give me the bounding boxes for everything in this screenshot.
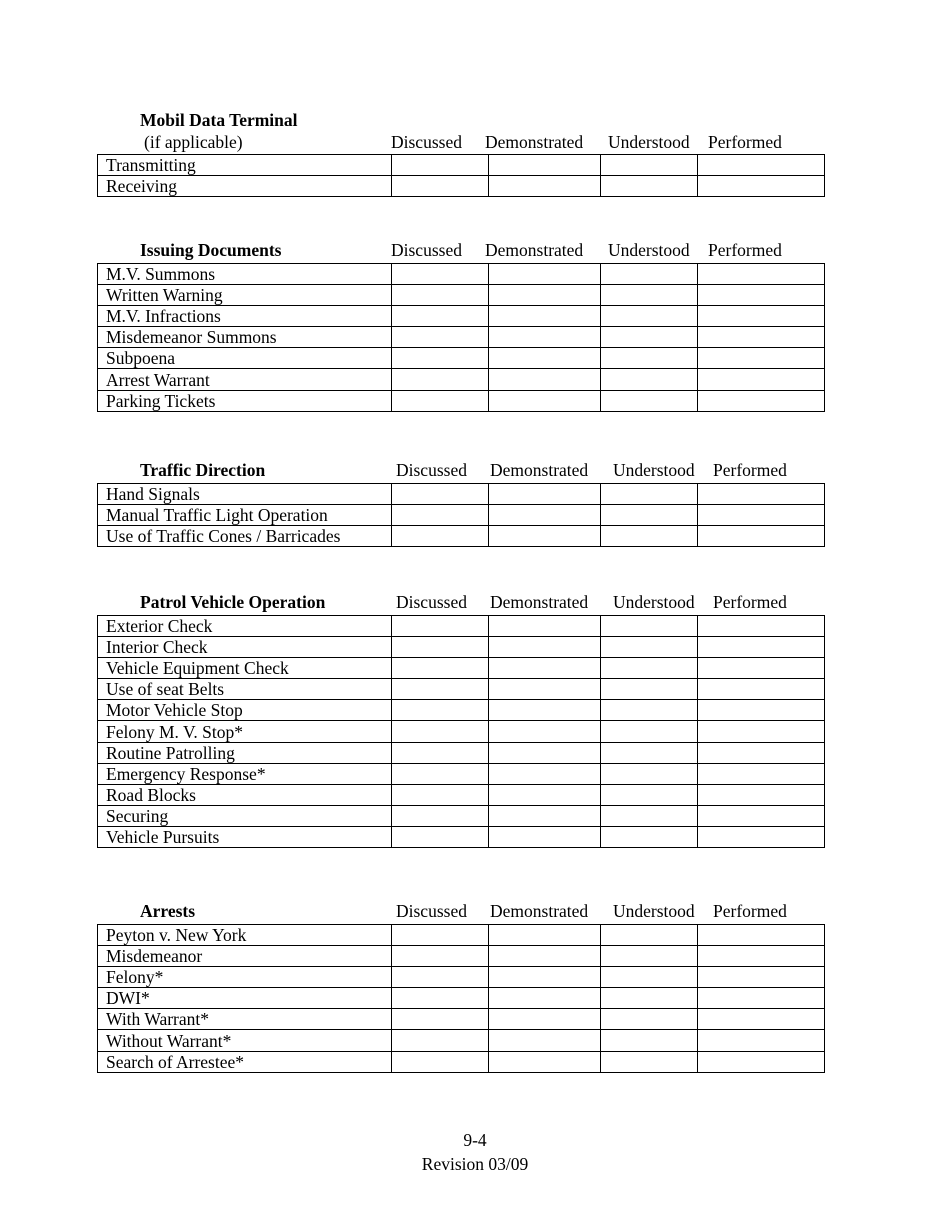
checkbox-cell-understood[interactable] — [601, 826, 698, 847]
checkbox-cell-demonstrated[interactable] — [489, 526, 601, 547]
checkbox-cell-discussed[interactable] — [392, 505, 489, 526]
table-row — [98, 616, 825, 637]
column-header-understood: Understood — [613, 592, 695, 612]
table-row — [98, 700, 825, 721]
row-label: Exterior Check — [98, 616, 392, 637]
checkbox-cell-demonstrated[interactable] — [489, 484, 601, 505]
checkbox-cell-understood[interactable] — [601, 925, 698, 946]
checkbox-cell-discussed[interactable] — [392, 1030, 489, 1051]
row-label: Transmitting — [98, 155, 392, 176]
checkbox-cell-understood[interactable] — [601, 505, 698, 526]
section-mobil-data-terminal — [97, 112, 824, 197]
checkbox-cell-performed[interactable] — [698, 526, 825, 547]
checkbox-cell-performed[interactable] — [698, 925, 825, 946]
checkbox-cell-performed[interactable] — [698, 1030, 825, 1051]
row-label: Use of seat Belts — [98, 679, 392, 700]
section-header — [97, 112, 824, 154]
row-label: Receiving — [98, 176, 392, 197]
checkbox-cell-demonstrated[interactable] — [489, 805, 601, 826]
checkbox-cell-performed[interactable] — [698, 484, 825, 505]
checkbox-cell-performed[interactable] — [698, 679, 825, 700]
section-issuing-documents — [97, 242, 824, 412]
row-label: Securing — [98, 805, 392, 826]
column-header-demonstrated: Demonstrated — [490, 592, 589, 612]
checkbox-cell-performed[interactable] — [698, 988, 825, 1009]
checkbox-cell-understood[interactable] — [601, 700, 698, 721]
column-header-demonstrated: Demonstrated — [485, 240, 584, 260]
row-label: Misdemeanor Summons — [98, 327, 392, 348]
table-row — [98, 721, 825, 742]
checkbox-cell-performed[interactable] — [698, 637, 825, 658]
checklist-table — [97, 263, 825, 412]
table-row — [98, 327, 825, 348]
checkbox-cell-discussed[interactable] — [392, 484, 489, 505]
checkbox-cell-performed[interactable] — [698, 946, 825, 967]
checkbox-cell-performed[interactable] — [698, 306, 825, 327]
checkbox-cell-understood[interactable] — [601, 784, 698, 805]
row-label: Manual Traffic Light Operation — [98, 505, 392, 526]
checkbox-cell-performed[interactable] — [698, 1051, 825, 1072]
checkbox-cell-performed[interactable] — [698, 505, 825, 526]
section-header — [97, 462, 824, 483]
row-label: M.V. Infractions — [98, 306, 392, 327]
checkbox-cell-understood[interactable] — [601, 264, 698, 285]
checkbox-cell-understood[interactable] — [601, 155, 698, 176]
section-title: Arrests — [140, 901, 196, 921]
checkbox-cell-performed[interactable] — [698, 967, 825, 988]
checkbox-cell-performed[interactable] — [698, 285, 825, 306]
page-number: 9-4 — [463, 1130, 487, 1150]
checkbox-cell-demonstrated[interactable] — [489, 327, 601, 348]
checkbox-cell-understood[interactable] — [601, 721, 698, 742]
table-row — [98, 176, 825, 197]
checkbox-cell-demonstrated[interactable] — [489, 658, 601, 679]
section-title: Issuing Documents — [140, 240, 282, 260]
checkbox-cell-performed[interactable] — [698, 264, 825, 285]
checkbox-cell-demonstrated[interactable] — [489, 390, 601, 411]
checkbox-cell-discussed[interactable] — [392, 658, 489, 679]
checkbox-cell-performed[interactable] — [698, 700, 825, 721]
checkbox-cell-discussed[interactable] — [392, 826, 489, 847]
checkbox-cell-understood[interactable] — [601, 988, 698, 1009]
table-row — [98, 390, 825, 411]
checkbox-cell-discussed[interactable] — [392, 742, 489, 763]
checkbox-cell-understood[interactable] — [601, 946, 698, 967]
checkbox-cell-understood[interactable] — [601, 658, 698, 679]
checkbox-cell-discussed[interactable] — [392, 616, 489, 637]
column-header-discussed: Discussed — [391, 240, 462, 260]
checkbox-cell-discussed[interactable] — [392, 369, 489, 390]
column-header-performed: Performed — [713, 460, 787, 480]
row-label: Routine Patrolling — [98, 742, 392, 763]
checkbox-cell-understood[interactable] — [601, 369, 698, 390]
checkbox-cell-performed[interactable] — [698, 176, 825, 197]
column-header-performed: Performed — [713, 901, 787, 921]
row-label: Without Warrant* — [98, 1030, 392, 1051]
table-row — [98, 348, 825, 369]
checkbox-cell-understood[interactable] — [601, 390, 698, 411]
column-header-demonstrated: Demonstrated — [490, 460, 589, 480]
row-label: Motor Vehicle Stop — [98, 700, 392, 721]
checkbox-cell-discussed[interactable] — [392, 925, 489, 946]
checkbox-cell-discussed[interactable] — [392, 1051, 489, 1072]
checkbox-cell-performed[interactable] — [698, 742, 825, 763]
checkbox-cell-demonstrated[interactable] — [489, 306, 601, 327]
checkbox-cell-demonstrated[interactable] — [489, 285, 601, 306]
checkbox-cell-demonstrated[interactable] — [489, 505, 601, 526]
table-row — [98, 505, 825, 526]
checkbox-cell-discussed[interactable] — [392, 390, 489, 411]
table-row — [98, 526, 825, 547]
row-label: Emergency Response* — [98, 763, 392, 784]
checkbox-cell-performed[interactable] — [698, 658, 825, 679]
checkbox-cell-understood[interactable] — [601, 327, 698, 348]
checkbox-cell-demonstrated[interactable] — [489, 721, 601, 742]
table-row — [98, 967, 825, 988]
table-row — [98, 264, 825, 285]
column-header-discussed: Discussed — [396, 592, 467, 612]
revision-label: Revision 03/09 — [421, 1153, 529, 1174]
checkbox-cell-performed[interactable] — [698, 721, 825, 742]
table-row — [98, 826, 825, 847]
column-header-demonstrated: Demonstrated — [490, 901, 589, 921]
checkbox-cell-discussed[interactable] — [392, 805, 489, 826]
checkbox-cell-demonstrated[interactable] — [489, 176, 601, 197]
checkbox-cell-discussed[interactable] — [392, 285, 489, 306]
row-label: Search of Arrestee* — [98, 1051, 392, 1072]
page-footer — [0, 1132, 950, 1173]
column-header-understood: Understood — [613, 460, 695, 480]
checkbox-cell-demonstrated[interactable] — [489, 988, 601, 1009]
section-title: Traffic Direction — [140, 460, 266, 480]
checkbox-cell-demonstrated[interactable] — [489, 1030, 601, 1051]
checkbox-cell-performed[interactable] — [698, 390, 825, 411]
checkbox-cell-demonstrated[interactable] — [489, 826, 601, 847]
checkbox-cell-discussed[interactable] — [392, 700, 489, 721]
checkbox-cell-understood[interactable] — [601, 306, 698, 327]
section-subtitle: (if applicable) — [144, 132, 243, 152]
row-label: Subpoena — [98, 348, 392, 369]
checkbox-cell-performed[interactable] — [698, 348, 825, 369]
table-row — [98, 369, 825, 390]
row-label: Felony M. V. Stop* — [98, 721, 392, 742]
section-title: Mobil Data Terminal — [140, 110, 298, 130]
checkbox-cell-discussed[interactable] — [392, 348, 489, 369]
checkbox-cell-understood[interactable] — [601, 1009, 698, 1030]
checkbox-cell-discussed[interactable] — [392, 1009, 489, 1030]
table-row — [98, 637, 825, 658]
checkbox-cell-discussed[interactable] — [392, 637, 489, 658]
table-row — [98, 155, 825, 176]
checklist-table — [97, 615, 825, 848]
column-header-demonstrated: Demonstrated — [485, 132, 584, 152]
table-row — [98, 988, 825, 1009]
row-label: Peyton v. New York — [98, 925, 392, 946]
checkbox-cell-demonstrated[interactable] — [489, 1051, 601, 1072]
checkbox-cell-demonstrated[interactable] — [489, 264, 601, 285]
column-header-discussed: Discussed — [391, 132, 462, 152]
checkbox-cell-discussed[interactable] — [392, 327, 489, 348]
checkbox-cell-demonstrated[interactable] — [489, 967, 601, 988]
checkbox-cell-understood[interactable] — [601, 348, 698, 369]
column-header-understood: Understood — [608, 240, 690, 260]
checkbox-cell-performed[interactable] — [698, 826, 825, 847]
checkbox-cell-discussed[interactable] — [392, 967, 489, 988]
row-label: Misdemeanor — [98, 946, 392, 967]
checkbox-cell-demonstrated[interactable] — [489, 763, 601, 784]
checkbox-cell-understood[interactable] — [601, 1051, 698, 1072]
row-label: Vehicle Pursuits — [98, 826, 392, 847]
checkbox-cell-demonstrated[interactable] — [489, 637, 601, 658]
checkbox-cell-understood[interactable] — [601, 176, 698, 197]
table-row — [98, 742, 825, 763]
checkbox-cell-demonstrated[interactable] — [489, 700, 601, 721]
checkbox-cell-understood[interactable] — [601, 1030, 698, 1051]
checkbox-cell-demonstrated[interactable] — [489, 784, 601, 805]
section-traffic-direction — [97, 462, 824, 547]
checkbox-cell-demonstrated[interactable] — [489, 742, 601, 763]
checkbox-cell-demonstrated[interactable] — [489, 679, 601, 700]
row-label: Hand Signals — [98, 484, 392, 505]
checkbox-cell-demonstrated[interactable] — [489, 946, 601, 967]
column-header-performed: Performed — [713, 592, 787, 612]
row-label: Interior Check — [98, 637, 392, 658]
row-label: M.V. Summons — [98, 264, 392, 285]
table-row — [98, 285, 825, 306]
section-title: Patrol Vehicle Operation — [140, 592, 326, 612]
row-label: Felony* — [98, 967, 392, 988]
checkbox-cell-discussed[interactable] — [392, 784, 489, 805]
checkbox-cell-performed[interactable] — [698, 155, 825, 176]
checkbox-cell-demonstrated[interactable] — [489, 925, 601, 946]
checkbox-cell-performed[interactable] — [698, 763, 825, 784]
checkbox-cell-understood[interactable] — [601, 763, 698, 784]
checkbox-cell-understood[interactable] — [601, 637, 698, 658]
checkbox-cell-discussed[interactable] — [392, 264, 489, 285]
checkbox-cell-understood[interactable] — [601, 484, 698, 505]
checkbox-cell-discussed[interactable] — [392, 679, 489, 700]
row-label: Use of Traffic Cones / Barricades — [98, 526, 392, 547]
checkbox-cell-understood[interactable] — [601, 742, 698, 763]
checkbox-cell-discussed[interactable] — [392, 988, 489, 1009]
checkbox-cell-discussed[interactable] — [392, 721, 489, 742]
section-patrol-vehicle-operation — [97, 594, 824, 848]
checkbox-cell-performed[interactable] — [698, 1009, 825, 1030]
checkbox-cell-demonstrated[interactable] — [489, 616, 601, 637]
checkbox-cell-demonstrated[interactable] — [489, 369, 601, 390]
section-header — [97, 242, 824, 263]
checkbox-cell-demonstrated[interactable] — [489, 155, 601, 176]
table-row — [98, 784, 825, 805]
checkbox-cell-discussed[interactable] — [392, 946, 489, 967]
checkbox-cell-understood[interactable] — [601, 285, 698, 306]
checkbox-cell-understood[interactable] — [601, 616, 698, 637]
checkbox-cell-performed[interactable] — [698, 369, 825, 390]
checkbox-cell-performed[interactable] — [698, 616, 825, 637]
row-label: Parking Tickets — [98, 390, 392, 411]
checklist-table — [97, 924, 825, 1073]
table-row — [98, 484, 825, 505]
table-row — [98, 679, 825, 700]
column-header-understood: Understood — [608, 132, 690, 152]
row-label: Arrest Warrant — [98, 369, 392, 390]
column-header-discussed: Discussed — [396, 460, 467, 480]
table-row — [98, 805, 825, 826]
row-label: DWI* — [98, 988, 392, 1009]
table-row — [98, 946, 825, 967]
table-row — [98, 658, 825, 679]
row-label: Vehicle Equipment Check — [98, 658, 392, 679]
row-label: Written Warning — [98, 285, 392, 306]
checkbox-cell-performed[interactable] — [698, 784, 825, 805]
column-header-performed: Performed — [708, 240, 782, 260]
table-row — [98, 1030, 825, 1051]
table-row — [98, 1051, 825, 1072]
checklist-table — [97, 154, 825, 197]
checkbox-cell-understood[interactable] — [601, 679, 698, 700]
section-header — [97, 594, 824, 615]
column-header-understood: Understood — [613, 901, 695, 921]
checkbox-cell-understood[interactable] — [601, 526, 698, 547]
checkbox-cell-discussed[interactable] — [392, 176, 489, 197]
checklist-table — [97, 483, 825, 547]
column-header-discussed: Discussed — [396, 901, 467, 921]
checkbox-cell-demonstrated[interactable] — [489, 1009, 601, 1030]
section-arrests — [97, 903, 824, 1073]
table-row — [98, 1009, 825, 1030]
checkbox-cell-discussed[interactable] — [392, 306, 489, 327]
checkbox-cell-discussed[interactable] — [392, 526, 489, 547]
column-header-performed: Performed — [708, 132, 782, 152]
row-label: Road Blocks — [98, 784, 392, 805]
section-header — [97, 903, 824, 924]
checkbox-cell-discussed[interactable] — [392, 763, 489, 784]
checkbox-cell-understood[interactable] — [601, 967, 698, 988]
table-row — [98, 763, 825, 784]
checkbox-cell-demonstrated[interactable] — [489, 348, 601, 369]
table-row — [98, 925, 825, 946]
checkbox-cell-performed[interactable] — [698, 327, 825, 348]
table-row — [98, 306, 825, 327]
checkbox-cell-understood[interactable] — [601, 805, 698, 826]
checkbox-cell-performed[interactable] — [698, 805, 825, 826]
row-label: With Warrant* — [98, 1009, 392, 1030]
checkbox-cell-discussed[interactable] — [392, 155, 489, 176]
